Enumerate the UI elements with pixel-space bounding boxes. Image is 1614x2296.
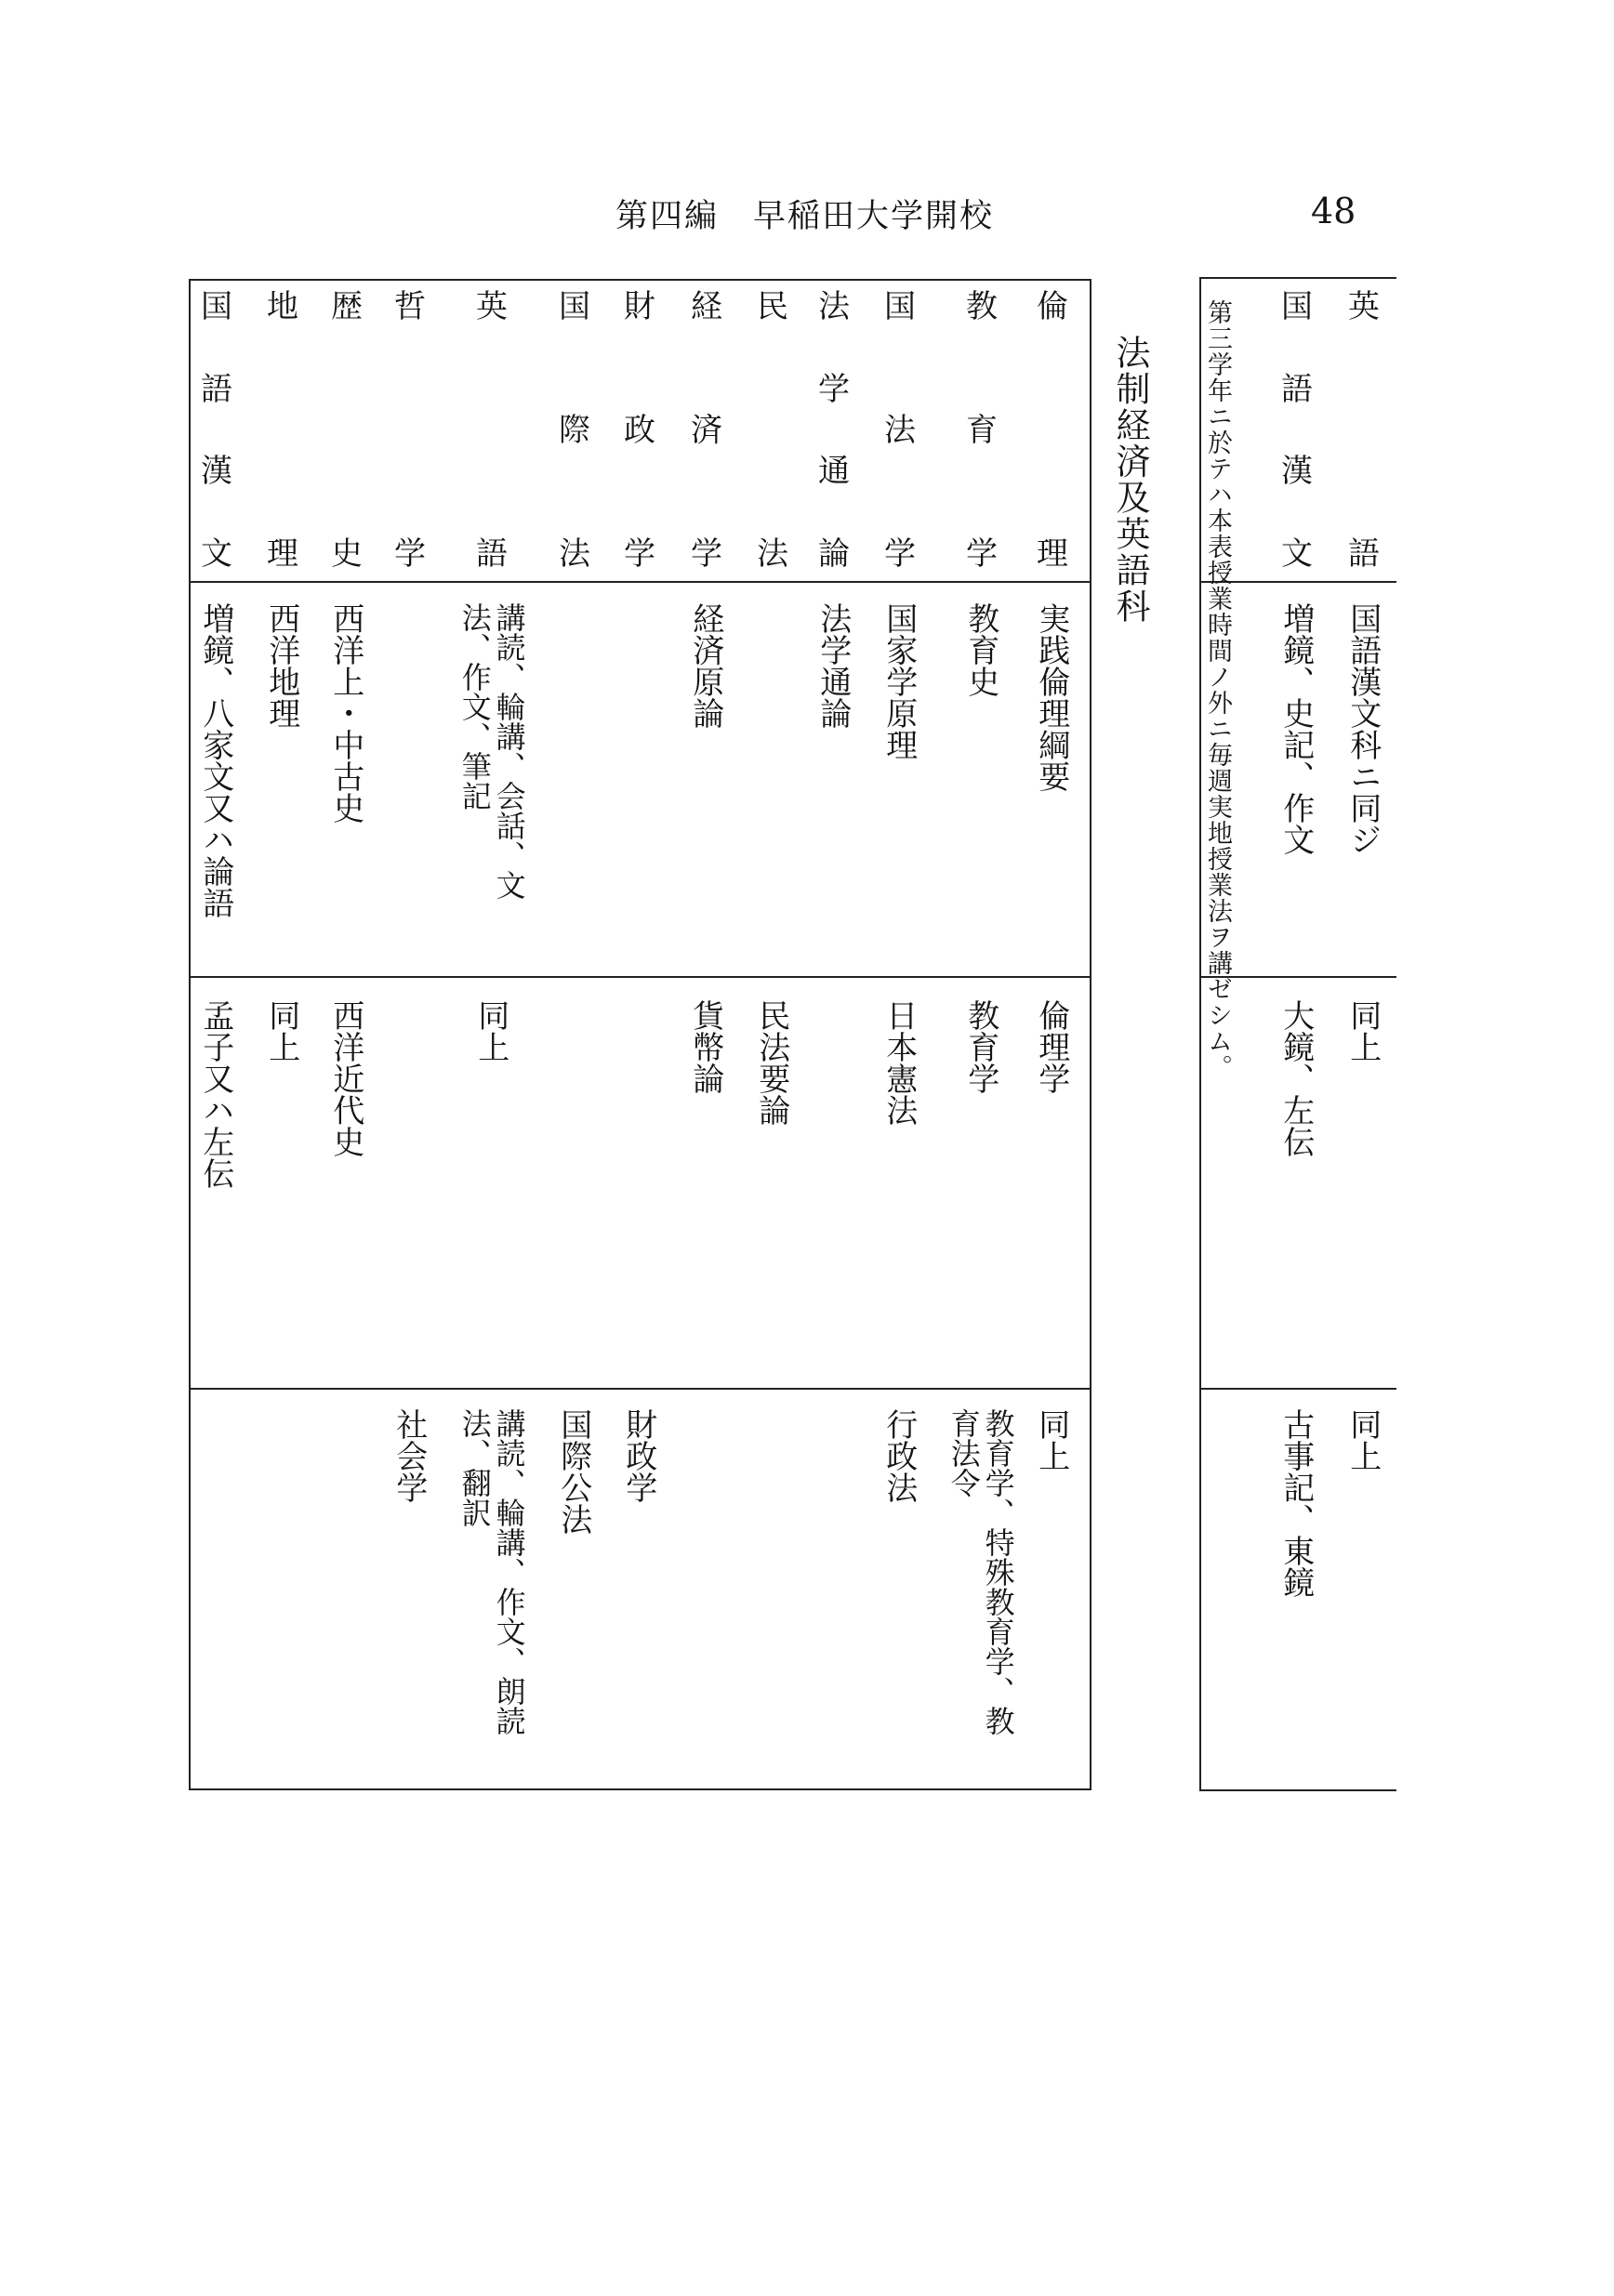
cell-rekishi-y1: 西洋上・中古史	[326, 602, 364, 824]
cell-kyoikugaku-y2: 教育学	[961, 999, 999, 1094]
cell-rinri-y1: 実践倫理綱要	[1032, 602, 1070, 792]
cell-kokuhogaku-y2: 日本憲法	[880, 999, 918, 1126]
cell-kokuhogaku-y3: 行政法	[880, 1408, 918, 1503]
right-cell-eigo-y2: 同上	[1343, 999, 1382, 1062]
cell-keizai-y2: 貨幣論	[686, 999, 724, 1094]
cell-tetsugaku-y3: 社会学	[390, 1408, 428, 1503]
subject-minpo: 民 法	[757, 288, 788, 573]
right-table-note: 第三学年ニ於テハ本表授業時間ノ外ニ毎週実地授業法ヲ講ゼシム。	[1203, 299, 1232, 1080]
subject-kokugo-kanbun: 国 語 漢 文	[201, 288, 232, 573]
subject-zaiseigaku: 財 政 学	[624, 288, 655, 573]
right-cell-kokugo-y2: 大鏡、左伝	[1277, 999, 1315, 1157]
main-table-rule-y1	[189, 976, 1091, 978]
right-cell-kokugo-y1: 増鏡、史記、作文	[1277, 602, 1315, 855]
subject-kyoikugaku: 教 育 学	[966, 288, 998, 573]
cell-rekishi-y2: 西洋近代史	[326, 999, 364, 1157]
right-table-top-rule	[1199, 277, 1396, 279]
cell-chiri-y2: 同上	[262, 999, 300, 1062]
cell-kyoikugaku-y1: 教育史	[961, 602, 999, 697]
subject-rinri: 倫 理	[1037, 288, 1068, 573]
subject-keizaigaku: 経 済 学	[691, 288, 722, 573]
subject-rekishi: 歴 史	[331, 288, 363, 573]
cell-kokugo-y1: 増鏡、八家文又ハ論語	[196, 602, 234, 918]
cell-keizai-y1: 経済原論	[686, 602, 724, 729]
subject-kokuhogaku: 国 法 学	[884, 288, 916, 573]
right-subject-eigo: 英 語	[1348, 288, 1380, 573]
right-table-left-rule	[1199, 277, 1201, 1791]
right-table-bottom-rule	[1199, 1789, 1396, 1791]
cell-zaisei-y3: 財政学	[619, 1408, 657, 1503]
cell-kokuhogaku-y1: 国家学原理	[880, 602, 918, 760]
section-title: 法制経済及英語科	[1110, 335, 1150, 625]
main-table-rule-y2	[189, 1388, 1091, 1390]
subject-chiri: 地 理	[267, 288, 298, 573]
cell-rinri-y3: 同上	[1032, 1408, 1070, 1471]
cell-chiri-y1: 西洋地理	[262, 602, 300, 729]
subject-hogaku-tsuron: 法 学 通 論	[818, 288, 850, 573]
subject-tetsugaku: 哲 学	[394, 288, 426, 573]
subject-eigo: 英 語	[476, 288, 508, 573]
cell-kokusai-y3: 国際公法	[554, 1408, 592, 1535]
cell-kyoikugaku-y3: 教育学、特殊教育学、教育法令	[946, 1408, 1016, 1735]
right-subject-kokugo-kanbun: 国 語 漢 文	[1281, 288, 1313, 573]
cell-eigo-y3: 講読、輪講、作文、朗読法、翻訳	[456, 1408, 527, 1735]
cell-hogaku-y1: 法学通論	[814, 602, 852, 729]
main-table-header-rule	[189, 581, 1091, 583]
cell-minpo-y2: 民法要論	[752, 999, 790, 1126]
page-number: 48	[1311, 191, 1356, 231]
right-cell-eigo-y1: 国語漢文科ニ同ジ	[1343, 602, 1382, 855]
cell-rinri-y2: 倫理学	[1032, 999, 1070, 1094]
right-table-rule-y2	[1199, 1388, 1396, 1390]
cell-eigo-y1: 講読、輪講、会話、文法、作文、筆記	[456, 602, 527, 900]
cell-kokugo-y2: 孟子又ハ左伝	[196, 999, 234, 1189]
right-cell-kokugo-y3: 古事記、東鏡	[1277, 1408, 1315, 1598]
subject-kokusaiho: 国 際 法	[559, 288, 590, 573]
running-header: 第四編 早稲田大学開校	[615, 198, 995, 235]
cell-eigo-y2: 同上	[471, 999, 509, 1062]
right-cell-eigo-y3: 同上	[1343, 1408, 1382, 1471]
